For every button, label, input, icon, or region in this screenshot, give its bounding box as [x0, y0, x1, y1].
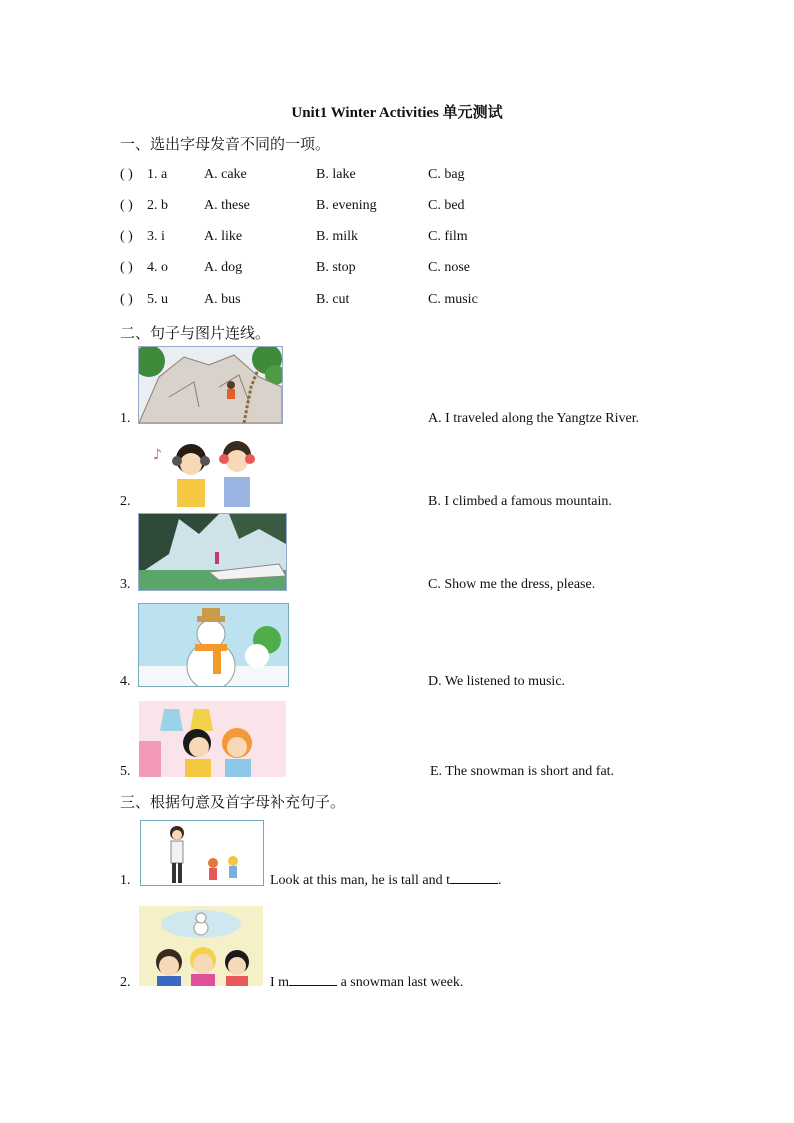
answer-blank[interactable] — [450, 883, 498, 884]
option-b: B. stop — [316, 260, 356, 275]
option-c: C. film — [428, 229, 468, 244]
section1-heading: 一、选出字母发音不同的一项。 — [120, 137, 331, 153]
fill-sentence: I m a snowman last week. — [270, 975, 464, 990]
river-picture[interactable] — [138, 513, 287, 591]
item-number: 5. — [120, 764, 131, 779]
question-number: 2. b — [147, 198, 168, 213]
match-sentence: A. I traveled along the Yangtze River. — [428, 411, 640, 426]
match-sentence: E. The snowman is short and fat. — [430, 764, 615, 779]
question-number: 1. a — [147, 167, 168, 182]
snowman-picture[interactable] — [138, 603, 289, 687]
children-snowman-picture — [138, 905, 264, 987]
match-sentence: B. I climbed a famous mountain. — [428, 494, 612, 509]
dress-shop-picture[interactable] — [138, 700, 287, 778]
option-a: A. like — [204, 229, 243, 244]
option-c: C. music — [428, 292, 478, 307]
option-b: B. cut — [316, 292, 350, 307]
section3-heading: 三、根据句意及首字母补充句子。 — [120, 795, 346, 811]
option-b: B. milk — [316, 229, 359, 244]
option-c: C. bed — [428, 198, 465, 213]
question-number: 4. o — [147, 260, 168, 275]
question-number: 5. u — [147, 292, 168, 307]
item-number: 2. — [120, 975, 131, 990]
item-number: 4. — [120, 674, 131, 689]
man-and-children-picture — [140, 820, 264, 886]
option-a: A. bus — [204, 292, 241, 307]
option-a: A. cake — [204, 167, 247, 182]
section2-heading: 二、句子与图片连线。 — [120, 326, 271, 342]
option-c: C. nose — [428, 260, 470, 275]
svg-text:♪: ♪ — [153, 447, 162, 463]
music-picture[interactable] — [138, 430, 283, 508]
answer-bracket[interactable]: ( ) — [120, 167, 133, 182]
answer-bracket[interactable]: ( ) — [120, 229, 133, 244]
option-a: A. these — [204, 198, 250, 213]
answer-blank[interactable] — [289, 985, 337, 986]
match-sentence: D. We listened to music. — [428, 674, 566, 689]
mountain-picture[interactable] — [138, 346, 283, 424]
answer-bracket[interactable]: ( ) — [120, 292, 133, 307]
option-a: A. dog — [204, 260, 243, 275]
fill-sentence: Look at this man, he is tall and t . — [270, 873, 502, 888]
item-number: 1. — [120, 873, 131, 888]
option-b: B. evening — [316, 198, 377, 213]
item-number: 1. — [120, 411, 131, 426]
answer-bracket[interactable]: ( ) — [120, 260, 133, 275]
item-number: 2. — [120, 494, 131, 509]
match-sentence: C. Show me the dress, please. — [428, 577, 596, 592]
question-number: 3. i — [147, 229, 165, 244]
page-title: Unit1 Winter Activities 单元测试 — [291, 105, 503, 121]
option-c: C. bag — [428, 167, 465, 182]
option-b: B. lake — [316, 167, 356, 182]
item-number: 3. — [120, 577, 131, 592]
answer-bracket[interactable]: ( ) — [120, 198, 133, 213]
